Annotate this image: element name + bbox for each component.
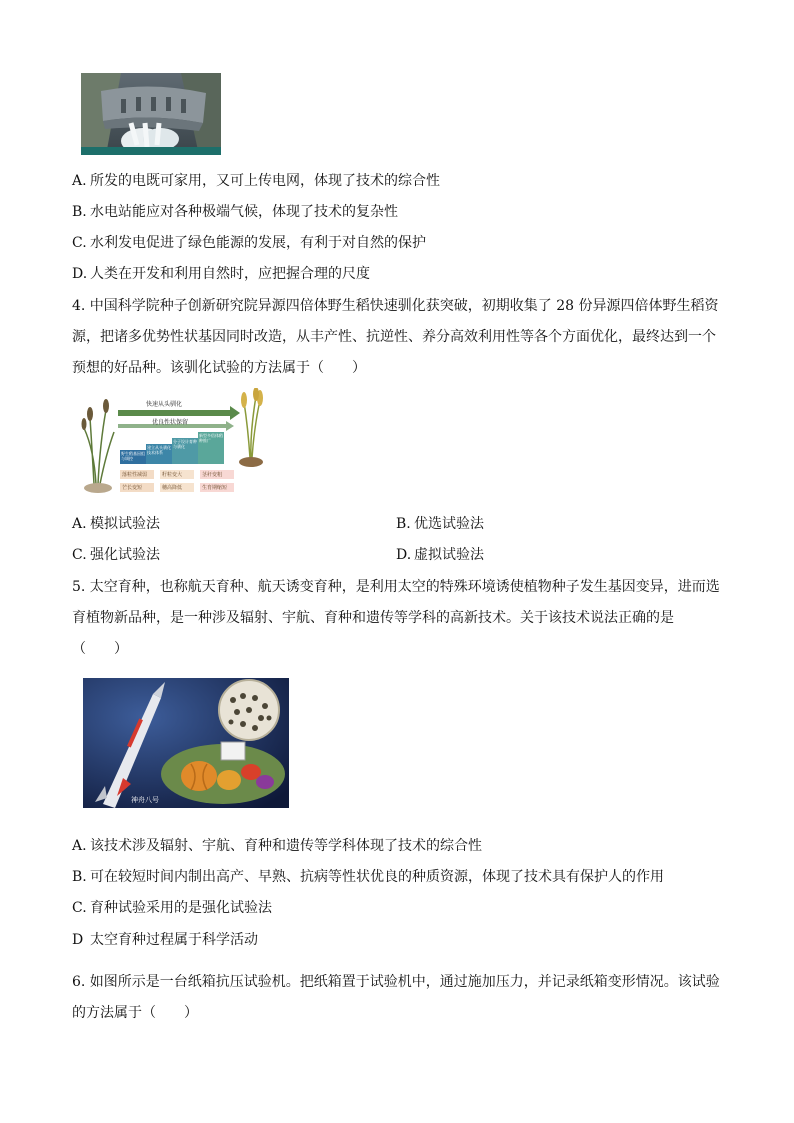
rice-domestication-figure (80, 388, 270, 496)
q5-option-d: D 太空育种过程属于科学活动 (72, 932, 258, 948)
q4-option-d: D. 虚拟试验法 (396, 547, 484, 563)
tag-5: 茎秆变粗 (202, 472, 223, 478)
q5-stem-line-2: 育植物新品种，是一种涉及辐射、宇航、育种和遗传等学科的高新技术。关于该技术说法正确的是 (72, 610, 674, 626)
q3-option-c: C. 水利发电促进了绿色能源的发展，有利于对自然的保护 (72, 235, 426, 251)
q4-stem-line-3: 预想的好品种。该驯化试验的方法属于（ ） (72, 360, 366, 376)
q4-option-b: B. 优选试验法 (396, 516, 484, 532)
q4-stem-line-2: 源，把诸多优势性状基因同时改造，从丰产性、抗逆性、养分高效利用性等各个方面优化，最终达到一个 (72, 329, 716, 345)
space-breeding-figure (83, 678, 289, 808)
q6-stem-line-1: 6. 如图所示是一台纸箱抗压试验机。把纸箱置于试验机中，通过施加压力，并记录纸箱变形情况。该试验 (72, 974, 720, 990)
tag-6: 生育期缩短 (202, 485, 228, 491)
q5-stem-line-1: 5. 太空育种，也称航天育种、航天诱变育种，是利用太空的特殊环境诱使植物种子发生基因变异，进而选 (72, 579, 720, 595)
tag-1: 落粒性减弱 (122, 472, 148, 478)
step-2: 建立从头驯化技术体系 (147, 445, 171, 455)
step-4: 新型多倍体稻种推广 (199, 433, 223, 443)
tag-4: 穗高降低 (162, 485, 183, 491)
q4-option-c: C. 强化试验法 (72, 547, 160, 563)
q4-option-a: A. 模拟试验法 (72, 516, 160, 532)
q6-stem-line-2: 的方法属于（ ） (72, 1005, 198, 1021)
arrow-label-top: 快速从头驯化 (146, 401, 183, 408)
q5-option-c: C. 育种试验采用的是强化试验法 (72, 900, 272, 916)
q5-option-a: A. 该技术涉及辐射、宇航、育种和遗传等学科体现了技术的综合性 (72, 838, 482, 854)
q5-option-b: B. 可在较短时间内制出高产、早熟、抗病等性状优良的种质资源，体现了技术具有保护人的作用 (72, 869, 664, 885)
pumpkin-icon (181, 761, 217, 791)
q3-option-b: B. 水电站能应对各种极端气候，体现了技术的复杂性 (72, 204, 398, 220)
q5-stem-line-3: （ ） (72, 641, 128, 657)
tag-2: 籽粒变大 (162, 472, 183, 478)
step-1: 野生稻基因组与调控 (121, 451, 145, 461)
step-3: 分子设计育种与驯化 (173, 439, 197, 449)
figure-caption: 神舟八号 (131, 796, 159, 804)
arrow-label-second: 优良性状保留 (152, 419, 189, 426)
dam-photo (81, 73, 221, 155)
q4-stem-line-1: 4. 中国科学院种子创新研究院异源四倍体野生稻快速驯化获突破，初期收集了 28 份异源四倍体野生稻资 (72, 298, 719, 314)
q3-option-d: D. 人类在开发和利用自然时，应把握合理的尺度 (72, 266, 370, 282)
tag-3: 芒长变短 (122, 485, 143, 491)
q3-option-a: A. 所发的电既可家用，又可上传电网，体现了技术的综合性 (72, 173, 440, 189)
